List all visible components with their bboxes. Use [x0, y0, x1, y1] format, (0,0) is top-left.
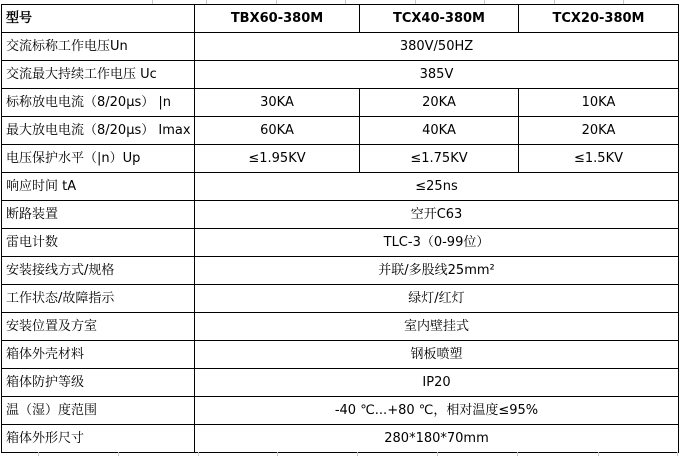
row-merged-value: 并联/多股线25mm²: [195, 257, 679, 285]
row-label: 最大放电电流（8/20μs） Imax: [2, 117, 195, 145]
table-row-breaker: [2, 201, 679, 229]
gridline-stub: [198, 452, 199, 456]
row-value: ≤1.95KV: [195, 145, 360, 173]
row-merged-value: TLC-3（0-99位）: [195, 229, 679, 257]
row-value: ≤1.75KV: [360, 145, 519, 173]
table-row-dimensions: [2, 425, 679, 453]
row-value: 20KA: [519, 117, 679, 145]
table-row-uc: [2, 61, 679, 89]
header-model-tcx40: TCX40-380M: [360, 5, 519, 33]
gridline-stub: [277, 452, 278, 456]
gridline-stub: [118, 452, 119, 456]
row-merged-value: -40 ℃...+80 ℃，相对温度≤95%: [195, 397, 679, 425]
table-row-status-indicator: [2, 285, 679, 313]
row-label: 箱体防护等级: [2, 369, 195, 397]
table-row-ip-rating: [2, 369, 679, 397]
table-row-in: [2, 89, 679, 117]
gridline-stub: [357, 452, 358, 456]
row-value: ≤1.5KV: [519, 145, 679, 173]
row-value: 40KA: [360, 117, 519, 145]
row-merged-value: ≤25ns: [195, 173, 679, 201]
row-label: 响应时间 tA: [2, 173, 195, 201]
table-row-response-time: [2, 173, 679, 201]
header-model-label: 型号: [2, 5, 195, 33]
gridline-stub: [517, 452, 518, 456]
row-merged-value: 室内壁挂式: [195, 313, 679, 341]
row-merged-value: 280*180*70mm: [195, 425, 679, 453]
row-label: 标称放电电流（8/20μs） |n: [2, 89, 195, 117]
row-label: 安装接线方式/规格: [2, 257, 195, 285]
table-row-imax: [2, 117, 679, 145]
gridline-stub: [677, 452, 678, 456]
row-merged-value: 380V/50HZ: [195, 33, 679, 61]
row-merged-value: 385V: [195, 61, 679, 89]
gridline-stub: [437, 452, 438, 456]
row-value: 30KA: [195, 89, 360, 117]
row-label: 温（湿）度范围: [2, 397, 195, 425]
row-label: 箱体外形尺寸: [2, 425, 195, 453]
spd-specification-table: [1, 4, 679, 453]
row-merged-value: IP20: [195, 369, 679, 397]
row-label: 安装位置及方室: [2, 313, 195, 341]
row-label: 断路装置: [2, 201, 195, 229]
header-model-tcx20: TCX20-380M: [519, 5, 679, 33]
table-row-enclosure-material: [2, 341, 679, 369]
row-label: 交流最大持续工作电压 Uc: [2, 61, 195, 89]
row-label: 工作状态/故障指示: [2, 285, 195, 313]
row-value: 10KA: [519, 89, 679, 117]
row-label: 雷电计数: [2, 229, 195, 257]
row-merged-value: 空开C63: [195, 201, 679, 229]
table-row-wiring: [2, 257, 679, 285]
gridline-stub: [598, 452, 599, 456]
row-label: 电压保护水平（|n）Up: [2, 145, 195, 173]
row-value: 60KA: [195, 117, 360, 145]
row-merged-value: 钢板喷塑: [195, 341, 679, 369]
header-model-tbx60: TBX60-380M: [195, 5, 360, 33]
row-merged-value: 绿灯/红灯: [195, 285, 679, 313]
table-row-temperature-range: [2, 397, 679, 425]
table-row-up: [2, 145, 679, 173]
row-label: 箱体外壳材料: [2, 341, 195, 369]
table-row-un: [2, 33, 679, 61]
row-value: 20KA: [360, 89, 519, 117]
table-row-lightning-counter: [2, 229, 679, 257]
row-label: 交流标称工作电压Un: [2, 33, 195, 61]
header-row: [2, 5, 679, 33]
gridline-stub: [38, 452, 39, 456]
table-row-mounting: [2, 313, 679, 341]
